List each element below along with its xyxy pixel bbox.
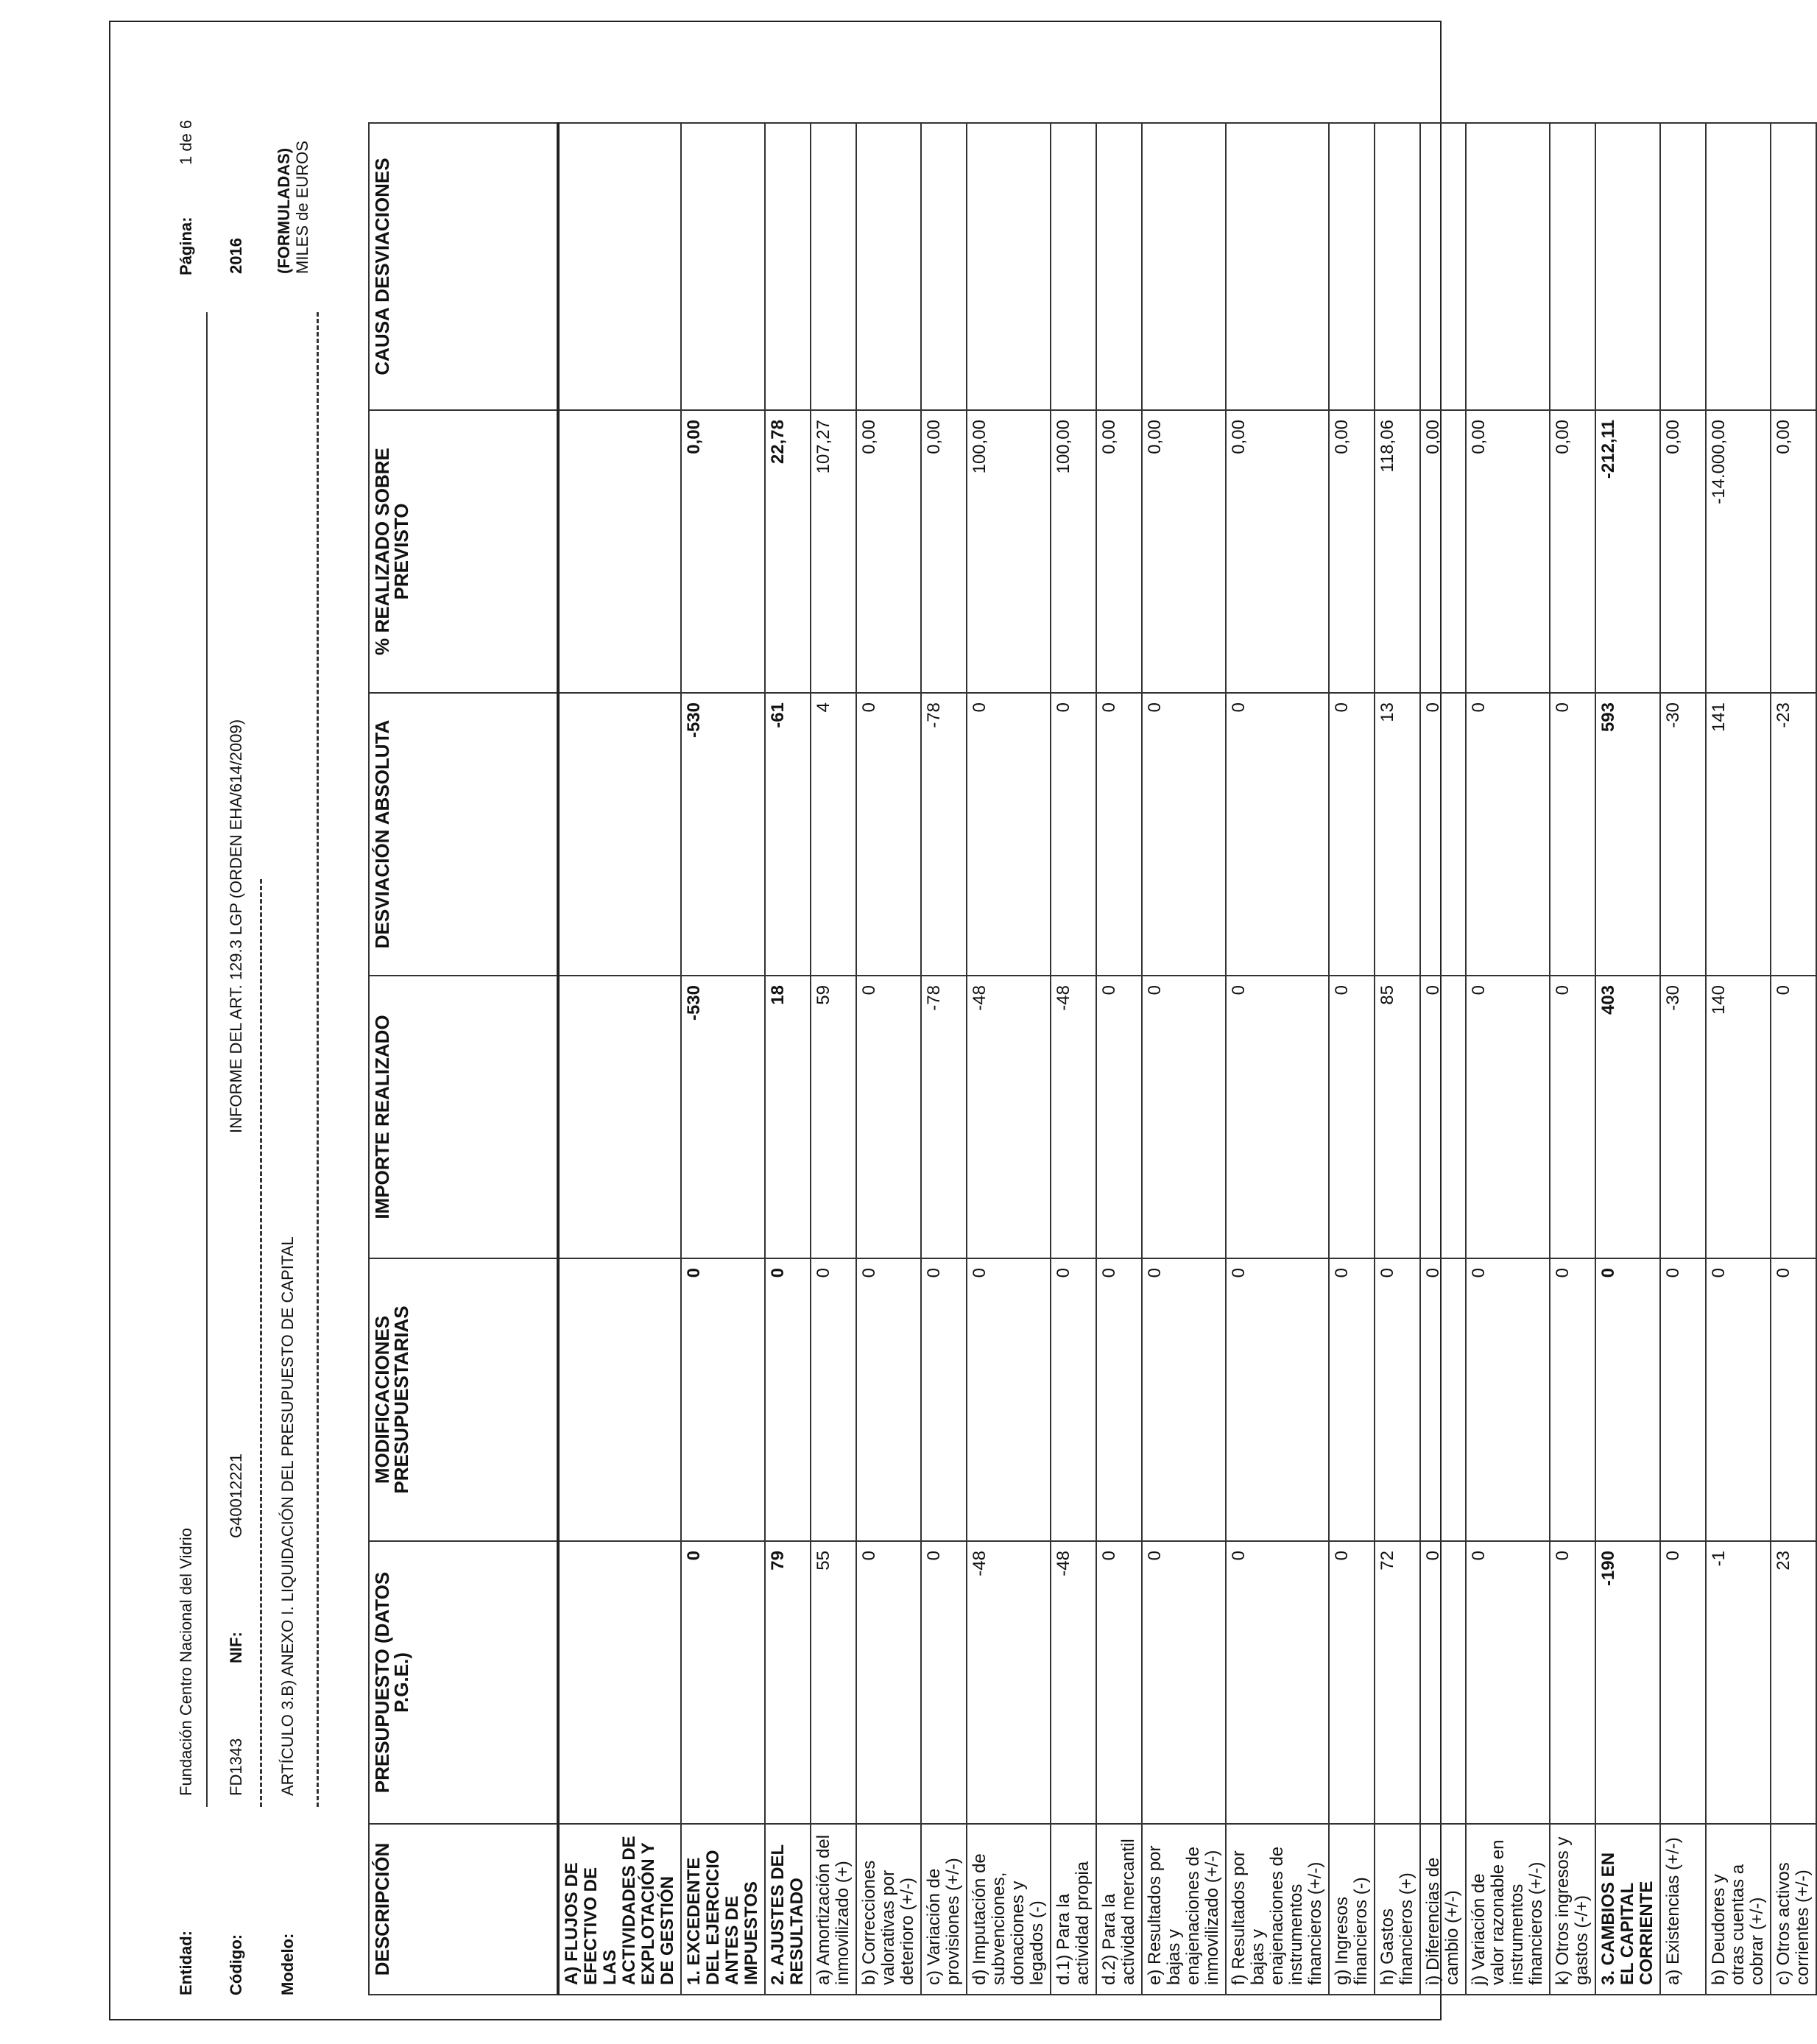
cell-porcentaje: 100,00 bbox=[1051, 410, 1096, 693]
cell-modificaciones: 0 bbox=[967, 1258, 1051, 1541]
cell-realizado: -48 bbox=[967, 976, 1051, 1258]
cell-desviacion: 4 bbox=[811, 693, 856, 976]
table-row bbox=[921, 123, 967, 1995]
cell-presupuesto: 0 bbox=[1226, 1541, 1329, 1824]
col-header-desviacion: DESVIACIÓN ABSOLUTA bbox=[369, 693, 558, 976]
cell-modificaciones: 0 bbox=[856, 1258, 921, 1541]
cell-desviacion: 13 bbox=[1375, 693, 1420, 976]
pagina-label: Página: bbox=[177, 216, 195, 275]
nif-value: G40012221 bbox=[227, 1453, 245, 1538]
cell-causa bbox=[765, 123, 811, 410]
cell-presupuesto: -48 bbox=[1051, 1541, 1096, 1824]
cell-causa bbox=[558, 123, 681, 410]
cell-presupuesto: 79 bbox=[765, 1541, 811, 1824]
cell-presupuesto bbox=[558, 1541, 681, 1824]
cell-descripcion: a) Existencias (+/-) bbox=[1660, 1824, 1706, 1995]
cell-modificaciones: 0 bbox=[1595, 1258, 1660, 1541]
entidad-value: Fundación Centro Nacional del Vidrio bbox=[177, 1527, 195, 1796]
cell-causa bbox=[1466, 123, 1550, 410]
cell-porcentaje: 0,00 bbox=[1466, 410, 1550, 693]
table-row bbox=[1771, 123, 1816, 1995]
cell-presupuesto: 72 bbox=[1375, 1541, 1420, 1824]
cell-realizado: -78 bbox=[921, 976, 967, 1258]
cell-desviacion: 0 bbox=[1550, 693, 1595, 976]
informe-title: INFORME DEL ART. 129.3 LGP (ORDEN EHA/614/2009) bbox=[227, 719, 245, 1133]
cell-desviacion: 0 bbox=[1329, 693, 1375, 976]
cell-porcentaje: 0,00 bbox=[1550, 410, 1595, 693]
cell-causa bbox=[1226, 123, 1329, 410]
codigo-value: FD1343 bbox=[227, 1738, 245, 1796]
cell-modificaciones: 0 bbox=[1771, 1258, 1816, 1541]
cell-presupuesto: 0 bbox=[1466, 1541, 1550, 1824]
cell-causa bbox=[856, 123, 921, 410]
cell-desviacion: 593 bbox=[1595, 693, 1660, 976]
cell-causa bbox=[1706, 123, 1771, 410]
cell-descripcion: i) Diferencias de cambio (+/-) bbox=[1420, 1824, 1466, 1995]
cell-desviacion: 0 bbox=[967, 693, 1051, 976]
cell-realizado: -48 bbox=[1051, 976, 1096, 1258]
cell-descripcion: b) Correcciones valorativas por deterioro (+/-) bbox=[856, 1824, 921, 1995]
cell-porcentaje: 0,00 bbox=[1329, 410, 1375, 693]
cell-realizado: 0 bbox=[1329, 976, 1375, 1258]
entidad-label: Entidad: bbox=[177, 1931, 195, 1995]
budget-table bbox=[368, 122, 1817, 1995]
cell-desviacion: 0 bbox=[1142, 693, 1226, 976]
cell-porcentaje: 0,00 bbox=[856, 410, 921, 693]
table-row bbox=[811, 123, 856, 1995]
cell-descripcion: 2. AJUSTES DEL RESULTADO bbox=[765, 1824, 811, 1995]
cell-realizado: 0 bbox=[1550, 976, 1595, 1258]
cell-porcentaje: 100,00 bbox=[967, 410, 1051, 693]
cell-modificaciones: 0 bbox=[1375, 1258, 1420, 1541]
cell-presupuesto: 0 bbox=[1096, 1541, 1142, 1824]
cell-realizado: 0 bbox=[1096, 976, 1142, 1258]
cell-porcentaje: 107,27 bbox=[811, 410, 856, 693]
codigo-dash-rule bbox=[260, 879, 262, 1807]
cell-porcentaje: -14.000,00 bbox=[1706, 410, 1771, 693]
table-body bbox=[558, 123, 1816, 1995]
col-header-presupuesto: PRESUPUESTO (DATOS P.G.E.) bbox=[369, 1541, 558, 1824]
modelo-dash-rule bbox=[317, 312, 319, 1807]
cell-modificaciones: 0 bbox=[1706, 1258, 1771, 1541]
col-header-modificaciones: MODIFICACIONES PRESUPUESTARIAS bbox=[369, 1258, 558, 1541]
cell-descripcion: 3. CAMBIOS EN EL CAPITAL CORRIENTE bbox=[1595, 1824, 1660, 1995]
report-year: 2016 bbox=[227, 238, 245, 274]
cell-modificaciones: 0 bbox=[1142, 1258, 1226, 1541]
table-row bbox=[1051, 123, 1096, 1995]
cell-realizado: 140 bbox=[1706, 976, 1771, 1258]
cell-causa bbox=[1420, 123, 1466, 410]
cell-realizado: -530 bbox=[681, 976, 765, 1258]
table-row bbox=[1466, 123, 1550, 1995]
cell-desviacion: -30 bbox=[1660, 693, 1706, 976]
cell-porcentaje: 0,00 bbox=[1096, 410, 1142, 693]
cell-modificaciones: 0 bbox=[765, 1258, 811, 1541]
cell-realizado: 403 bbox=[1595, 976, 1660, 1258]
cell-desviacion: 0 bbox=[1420, 693, 1466, 976]
table-row bbox=[1420, 123, 1466, 1995]
cell-causa bbox=[967, 123, 1051, 410]
cell-desviacion: 0 bbox=[856, 693, 921, 976]
col-header-causa: CAUSA DESVIACIONES bbox=[369, 123, 558, 410]
cell-descripcion: d) Imputación de subvenciones, donaciones y legados (-) bbox=[967, 1824, 1051, 1995]
cell-realizado bbox=[558, 976, 681, 1258]
cell-desviacion: 0 bbox=[1096, 693, 1142, 976]
table-row bbox=[967, 123, 1051, 1995]
table-row bbox=[1660, 123, 1706, 1995]
cell-realizado: 59 bbox=[811, 976, 856, 1258]
cell-realizado: 0 bbox=[1771, 976, 1816, 1258]
header-rule bbox=[206, 312, 208, 1807]
cell-descripcion: g) Ingresos financieros (-) bbox=[1329, 1824, 1375, 1995]
col-header-descripcion: DESCRIPCIÓN bbox=[369, 1824, 558, 1995]
cell-presupuesto: 0 bbox=[1550, 1541, 1595, 1824]
cell-causa bbox=[1329, 123, 1375, 410]
cell-descripcion: a) Amortización del inmovilizado (+) bbox=[811, 1824, 856, 1995]
cell-realizado: 85 bbox=[1375, 976, 1420, 1258]
cell-presupuesto: 0 bbox=[1142, 1541, 1226, 1824]
cell-causa bbox=[1550, 123, 1595, 410]
cell-desviacion: 0 bbox=[1226, 693, 1329, 976]
cell-modificaciones: 0 bbox=[681, 1258, 765, 1541]
col-header-porcentaje: % REALIZADO SOBRE PREVISTO bbox=[369, 410, 558, 693]
cell-realizado: 0 bbox=[1420, 976, 1466, 1258]
nif-label: NIF: bbox=[227, 1632, 245, 1663]
modelo-value: ARTÍCULO 3.B) ANEXO I. LIQUIDACIÓN DEL PRESUPUESTO DE CAPITAL bbox=[278, 1236, 297, 1796]
col-header-realizado: IMPORTE REALIZADO bbox=[369, 976, 558, 1258]
cell-porcentaje: 0,00 bbox=[1142, 410, 1226, 693]
cell-realizado: 0 bbox=[1142, 976, 1226, 1258]
cell-descripcion: d.1) Para la actividad propia bbox=[1051, 1824, 1096, 1995]
cell-modificaciones: 0 bbox=[1096, 1258, 1142, 1541]
cell-causa bbox=[681, 123, 765, 410]
cell-porcentaje: -212,11 bbox=[1595, 410, 1660, 693]
cell-descripcion: A) FLUJOS DE EFECTIVO DE LAS ACTIVIDADES DE EXPLOTACIÓN Y DE GESTIÓN bbox=[558, 1824, 681, 1995]
cell-presupuesto: 23 bbox=[1771, 1541, 1816, 1824]
cell-porcentaje: 0,00 bbox=[1660, 410, 1706, 693]
cell-realizado: 0 bbox=[856, 976, 921, 1258]
cell-porcentaje: 0,00 bbox=[1420, 410, 1466, 693]
cell-desviacion: -530 bbox=[681, 693, 765, 976]
cell-causa bbox=[1771, 123, 1816, 410]
cell-desviacion bbox=[558, 693, 681, 976]
cell-desviacion: -78 bbox=[921, 693, 967, 976]
cell-presupuesto: 0 bbox=[856, 1541, 921, 1824]
cell-desviacion: -61 bbox=[765, 693, 811, 976]
cell-modificaciones: 0 bbox=[1051, 1258, 1096, 1541]
cell-descripcion: e) Resultados por bajas y enajenaciones de inmovilizado (+/-) bbox=[1142, 1824, 1226, 1995]
cell-causa bbox=[1051, 123, 1096, 410]
cell-causa bbox=[1595, 123, 1660, 410]
cell-modificaciones: 0 bbox=[1420, 1258, 1466, 1541]
cell-descripcion: 1. EXCEDENTE DEL EJERCICIO ANTES DE IMPUESTOS bbox=[681, 1824, 765, 1995]
pagina-value: 1 de 6 bbox=[177, 119, 195, 165]
table-row bbox=[856, 123, 921, 1995]
cell-modificaciones: 0 bbox=[921, 1258, 967, 1541]
cell-descripcion: b) Deudores y otras cuentas a cobrar (+/-) bbox=[1706, 1824, 1771, 1995]
cell-modificaciones bbox=[558, 1258, 681, 1541]
modelo-label: Modelo: bbox=[278, 1933, 297, 1995]
codigo-label: Código: bbox=[227, 1934, 245, 1995]
table-row bbox=[1096, 123, 1142, 1995]
cell-presupuesto: -190 bbox=[1595, 1541, 1660, 1824]
cell-presupuesto: -48 bbox=[967, 1541, 1051, 1824]
cell-porcentaje: 118,06 bbox=[1375, 410, 1420, 693]
cell-porcentaje bbox=[558, 410, 681, 693]
table-row bbox=[1142, 123, 1226, 1995]
cell-realizado: -30 bbox=[1660, 976, 1706, 1258]
formuladas-label: (FORMULADAS) bbox=[275, 147, 293, 274]
cell-desviacion: -23 bbox=[1771, 693, 1816, 976]
cell-modificaciones: 0 bbox=[811, 1258, 856, 1541]
rotated-report bbox=[109, 21, 1813, 2020]
table-row bbox=[681, 123, 765, 1995]
cell-presupuesto: 0 bbox=[681, 1541, 765, 1824]
cell-realizado: 0 bbox=[1226, 976, 1329, 1258]
cell-descripcion: c) Variación de provisiones (+/-) bbox=[921, 1824, 967, 1995]
cell-descripcion: h) Gastos financieros (+) bbox=[1375, 1824, 1420, 1995]
cell-porcentaje: 0,00 bbox=[921, 410, 967, 693]
table-row bbox=[1329, 123, 1375, 1995]
cell-causa bbox=[811, 123, 856, 410]
cell-porcentaje: 0,00 bbox=[1771, 410, 1816, 693]
cell-descripcion: d.2) Para la actividad mercantil bbox=[1096, 1824, 1142, 1995]
cell-presupuesto: 0 bbox=[921, 1541, 967, 1824]
cell-porcentaje: 22,78 bbox=[765, 410, 811, 693]
cell-descripcion: f) Resultados por bajas y enajenaciones de instrumentos financieros (+/-) bbox=[1226, 1824, 1329, 1995]
cell-presupuesto: 0 bbox=[1329, 1541, 1375, 1824]
cell-causa bbox=[1660, 123, 1706, 410]
cell-porcentaje: 0,00 bbox=[1226, 410, 1329, 693]
cell-modificaciones: 0 bbox=[1226, 1258, 1329, 1541]
table-row bbox=[1375, 123, 1420, 1995]
cell-descripcion: j) Variación de valor razonable en instrumentos financieros (+/-) bbox=[1466, 1824, 1550, 1995]
cell-causa bbox=[1142, 123, 1226, 410]
cell-realizado: 0 bbox=[1466, 976, 1550, 1258]
table-header-row bbox=[369, 123, 558, 1995]
cell-modificaciones: 0 bbox=[1550, 1258, 1595, 1541]
table-row bbox=[765, 123, 811, 1995]
cell-presupuesto: 55 bbox=[811, 1541, 856, 1824]
table-row bbox=[1706, 123, 1771, 1995]
cell-causa bbox=[921, 123, 967, 410]
table-row bbox=[1226, 123, 1329, 1995]
cell-porcentaje: 0,00 bbox=[681, 410, 765, 693]
cell-desviacion: 0 bbox=[1051, 693, 1096, 976]
cell-causa bbox=[1096, 123, 1142, 410]
cell-presupuesto: 0 bbox=[1420, 1541, 1466, 1824]
cell-descripcion: k) Otros ingresos y gastos (-/+) bbox=[1550, 1824, 1595, 1995]
cell-modificaciones: 0 bbox=[1660, 1258, 1706, 1541]
table-row bbox=[558, 123, 681, 1995]
unidades-label: MILES de EUROS bbox=[293, 141, 311, 274]
cell-desviacion: 0 bbox=[1466, 693, 1550, 976]
cell-causa bbox=[1375, 123, 1420, 410]
cell-presupuesto: -1 bbox=[1706, 1541, 1771, 1824]
table-row bbox=[1595, 123, 1660, 1995]
table-row bbox=[1550, 123, 1595, 1995]
cell-modificaciones: 0 bbox=[1466, 1258, 1550, 1541]
cell-descripcion: c) Otros activos corrientes (+/-) bbox=[1771, 1824, 1816, 1995]
cell-modificaciones: 0 bbox=[1329, 1258, 1375, 1541]
cell-desviacion: 141 bbox=[1706, 693, 1771, 976]
cell-presupuesto: 0 bbox=[1660, 1541, 1706, 1824]
cell-realizado: 18 bbox=[765, 976, 811, 1258]
